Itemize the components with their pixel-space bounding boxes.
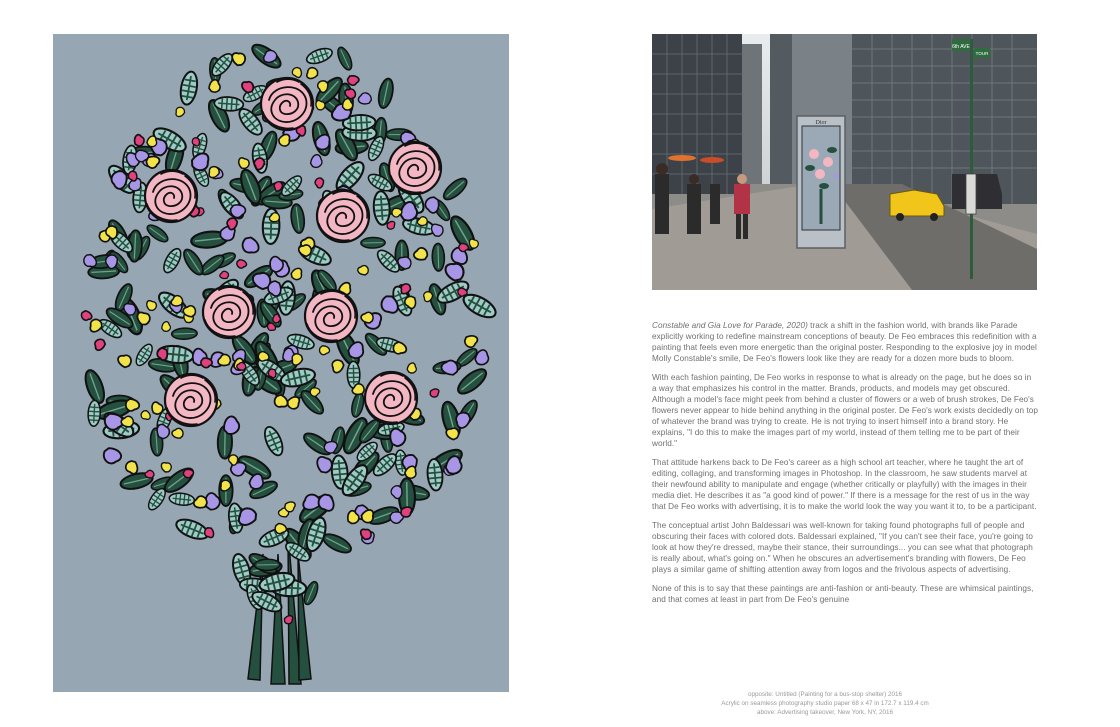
- leaf-dark-shape: [254, 559, 280, 570]
- bus-shelter-photo-illustration: [652, 34, 1037, 290]
- leaf-dark-shape: [361, 237, 385, 248]
- paragraph-text: track a shift in the fashion world, with brands like Parade explicitly working to redefine mainstream conceptions of beauty. De Feo embraces this redefinition with a painting that feels even more energetic than the original poster. Responding to the explosive joy in model Molly Constable's smile, De Feo's flowers look like they are ready for a dozen more buds to bloom.: [652, 321, 1037, 363]
- leaf-dark-shape: [171, 328, 197, 340]
- article-body: [652, 320, 1038, 662]
- article-paragraph: [652, 583, 1038, 605]
- article-paragraph: [652, 320, 1038, 364]
- article-paragraph: [652, 520, 1038, 575]
- flower-bouquet-illustration: [53, 34, 509, 692]
- caption-line-medium: Acrylic on seamless photography studio paper 68 x 47 in 172.7 x 119.4 cm: [721, 700, 929, 707]
- image-caption: [700, 690, 950, 717]
- article-paragraph: [652, 457, 1038, 512]
- paragraph-text: The conceptual artist John Baldessari was well-known for taking found photographs full of people and obscuring their faces with colored dots. Baldessari explained, "If you can't see their face, you're going to look at how they're dressed, maybe their stance, their surroundings... you can see what that photograph is really about, what's going on." When he obscures an advertisement's branding with flowers, De Feo plays a similar game of shifting attention away from logos and the frivolous aspects of advertising.: [652, 521, 1033, 574]
- street-sign-text: 6th AVE: [952, 44, 970, 50]
- flower-painting: [53, 34, 509, 692]
- shelter-brand-text: Dior: [815, 120, 827, 126]
- article-paragraph: [652, 372, 1038, 449]
- paragraph-text: That attitude harkens back to De Feo's career as a high school art teacher, where he taught the art of editing, collaging, and transforming images in Photoshop. In the classroom, he saw students marvel at their newfound ability to manipulate and engage (whether critically or playfully) with the images in their media diet. He describes it as "a good kind of power." If there is a message for the rest of us in the way that De Feo works with advertising, it is to make the world look the way you want it to, to be a participant.: [652, 458, 1037, 511]
- paragraph-text: With each fashion painting, De Feo works in response to what is already on the page, but he does so in a way that emphasizes his control in the matter. Brands, products, and models may get obscured. Although a model's face might peek from behind a cluster of flowers or a web of brush strokes, De Feo's flowers never appear to hide behind anything in the original poster. De Feo's work exists decidedly on top of whatever the brand was trying to create. He is not trying to insert himself into a brand story. He explains, "I do this to make the images part of my world, instead of them telling me to be part of their world.": [652, 373, 1038, 448]
- artwork-title-italic: Constable and Gia Love for Parade, 2020): [652, 321, 808, 330]
- leaf-dark-shape: [432, 243, 445, 271]
- street-photo: [652, 34, 1037, 290]
- leaf-striped-shape: [88, 400, 101, 426]
- caption-artwork-title: Untitled (Painting for a bus-stop shelter): [775, 691, 887, 698]
- caption-line-above: above: Advertising takeover, New York, NY, 2016: [756, 709, 894, 716]
- tour-sign-text: TOUR: [975, 51, 989, 56]
- caption-line-opposite: opposite: Untitled (Painting for a bus-stop shelter) 2016: [747, 691, 903, 698]
- paragraph-text: None of this is to say that these paintings are anti-fashion or anti-beauty. These are whimsical paintings, and that comes at least in part from De Feo's genuine: [652, 584, 1034, 604]
